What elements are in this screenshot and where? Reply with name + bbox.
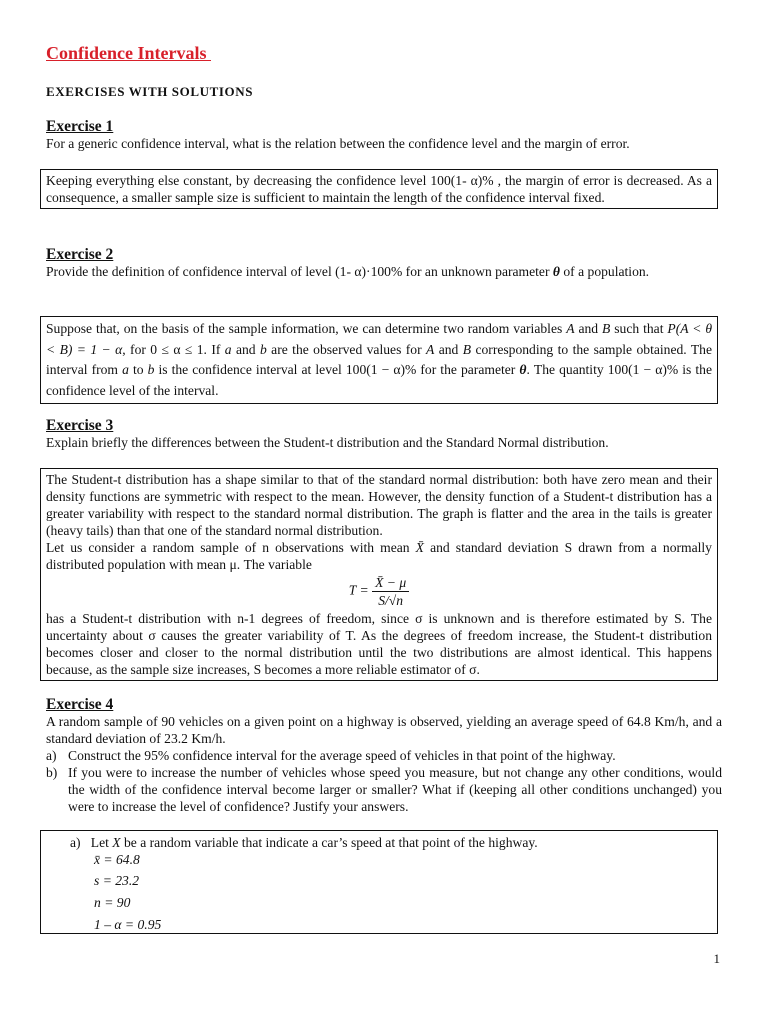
ans2-t3: , for 0 ≤ α ≤ 1. If: [122, 341, 225, 357]
ans2-and: and: [574, 321, 602, 336]
ans2-t1: Suppose that, on the basis of the sample information, we can determine two random variables: [46, 321, 567, 336]
theta-symbol-2: θ: [519, 362, 527, 377]
var-b-2: b: [147, 362, 155, 377]
exercise-3: [46, 417, 722, 451]
solution-intro-b: be a random variable that indicate a car’s speed at that point of the highway.: [120, 835, 538, 850]
exercise-4: [46, 696, 722, 815]
exercise-3-answer-p3: has a Student-t distribution with n-1 degrees of freedom, since σ is unknown and is therefore estimated by S. The uncertainty about σ causes the greater variability of T. As the degrees of freedom increase, the Student-t distribution becomes closer and closer to the normal distribution until the two distributions are almost identical. This happens because, as the sample size increases, S becomes a more reliable estimator of σ.: [46, 611, 712, 677]
var-a-2: a: [122, 362, 129, 377]
solution-label: a): [70, 835, 81, 850]
exercise-1-question: For a generic confidence interval, what is the relation between the confidence level and the margin of error.: [46, 136, 630, 151]
ans3-p2a: Let us consider a random sample of n observations with mean: [46, 540, 416, 555]
confidence-level: 1 – α = 0.95: [94, 917, 162, 932]
ans2-t2: such that: [610, 321, 668, 336]
exercise-2-answer-box: [40, 316, 718, 404]
exercise-4-solution-box: [40, 830, 718, 934]
exercise-2-question-text-end: of a population.: [559, 264, 650, 279]
formula-lhs: T =: [348, 582, 369, 598]
sample-mean: x̄ = 64.8: [94, 852, 140, 867]
solution-content: [46, 834, 712, 936]
exercise-3-answer-p2: [46, 539, 712, 573]
var-b: b: [259, 341, 267, 357]
theta-symbol: θ: [552, 264, 560, 279]
exercise-1-answer: Keeping everything else constant, by decreasing the confidence level 100(1- α)% , the margin of error is decreased. As a consequence, a smaller sample size is sufficient to maintain the length of the confidence interval fixed.: [46, 173, 712, 205]
sample-sd: s = 23.2: [94, 873, 140, 888]
list-item: [46, 747, 722, 764]
ans2-t5: are the observed values for: [266, 341, 427, 357]
exercise-4-question: A random sample of 90 vehicles on a given point on a highway is observed, yielding an average speed of 64.8 Km/h, and a standard deviation of 23.2 Km/h.: [46, 714, 722, 746]
ans3-p2b: and standard deviation S drawn from a normally distributed population with mean μ. The variable: [46, 540, 712, 572]
exercise-4-items: [46, 747, 722, 815]
exercise-1: [46, 118, 722, 152]
page-title: Confidence Intervals: [46, 43, 211, 63]
solution-intro-a: Let: [90, 835, 113, 850]
exercise-4-heading: Exercise 4: [46, 696, 114, 713]
var-X: X: [112, 835, 121, 850]
exercise-1-heading: Exercise 1: [46, 118, 114, 135]
item-text: Construct the 95% confidence interval for the average speed of vehicles in that point of the highway.: [68, 748, 616, 763]
xbar-symbol: X̄: [415, 540, 424, 555]
item-text: If you were to increase the number of vehicles whose speed you measure, but not change any other conditions, would the width of the confidence interval become larger or smaller? What if (keeping all other conditions unchanged) you were to increase the level of confidence? Justify your answers.: [68, 765, 722, 814]
ans2-and-2: and: [434, 341, 463, 357]
exercise-2-heading: Exercise 2: [46, 246, 114, 263]
var-B-2: B: [462, 341, 472, 357]
formula-denominator: S/√n: [378, 593, 404, 608]
exercise-2-answer: [46, 319, 712, 401]
sample-size: n = 90: [94, 895, 131, 910]
var-B: B: [602, 321, 611, 336]
formula-fraction: [372, 574, 409, 609]
list-item: [46, 764, 722, 815]
solution-values: [70, 851, 712, 936]
t-statistic-formula: [46, 574, 712, 609]
exercise-2-question: [46, 263, 722, 280]
exercise-3-answer-box: [40, 468, 718, 681]
exercise-2-question-text: Provide the definition of confidence interval of level (1- α)·100% for an unknown parameter: [46, 264, 553, 279]
exercise-1-answer-box: [40, 169, 718, 209]
var-A-2: A: [426, 341, 435, 357]
ans2-t9: . The quantity 100(1 − α)% is the confidence level of the interval.: [46, 362, 713, 398]
ans2-t8: is the confidence interval at level 100(1 − α)% for the parameter: [154, 362, 520, 377]
ans2-t7: to: [128, 362, 148, 377]
formula-numerator: X̄ − μ: [372, 574, 409, 592]
solution-intro: [70, 834, 712, 851]
item-label: a): [46, 748, 57, 763]
var-a: a: [224, 341, 232, 357]
page-subtitle: EXERCISES WITH SOLUTIONS: [46, 84, 254, 99]
exercise-3-question: Explain briefly the differences between the Student-t distribution and the Standard Normal distribution.: [46, 435, 609, 450]
ans2-t4: and: [231, 341, 260, 357]
exercise-3-answer-p1: The Student-t distribution has a shape similar to that of the standard normal distribution: both have zero mean and their density functions are symmetric with respect to the mean. However, the density function of a Student-t distribution has a greater variability with respect to the standard normal distribution. The graph is flatter and the area in the tails is greater (heavy tails) than that one of the standard normal distribution.: [46, 472, 712, 538]
var-A: A: [566, 321, 575, 336]
item-label: b): [46, 765, 58, 780]
exercise-2: [46, 246, 722, 280]
page-number: 1: [713, 951, 720, 966]
probability-condition: P(A < θ < B) = 1 − α: [46, 321, 712, 357]
ans2-t6: corresponding to the sample obtained. The interval from: [46, 341, 712, 377]
exercise-3-heading: Exercise 3: [46, 417, 114, 434]
